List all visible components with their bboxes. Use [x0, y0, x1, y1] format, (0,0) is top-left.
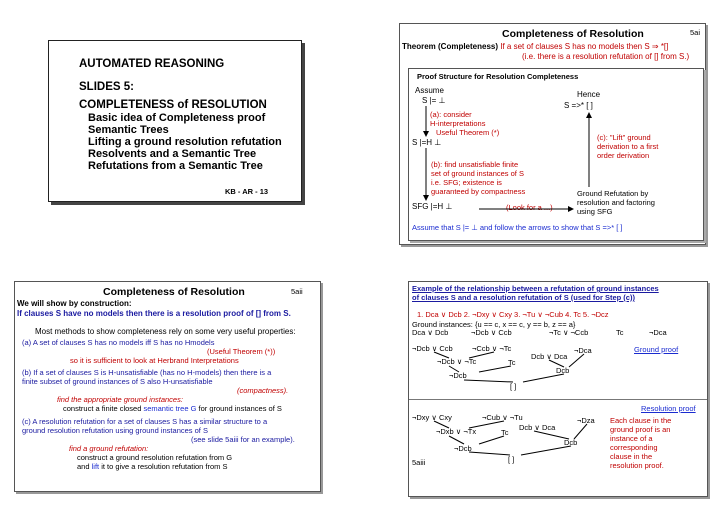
proof-box-title: Proof Structure for Resolution Completeness [417, 72, 579, 81]
hence-label: Hence [577, 90, 601, 99]
ground-ref-2: resolution and factoring [577, 198, 655, 207]
topic-5: Refutations from a Semantic Tree [88, 160, 263, 172]
prop-c-1: (c) A resolution refutation for a set of clauses S has a similar structure to a [22, 417, 268, 426]
slide-number: 5aii [291, 287, 303, 296]
claim-line: If clauses S have no models then there is a resolution proof of [] from S. [17, 309, 291, 318]
note-a-3: Useful Theorem (*) [436, 128, 500, 137]
topic-3: Lifting a ground resolution refutation [88, 136, 282, 148]
s-models-bottom: S |= ⊥ [422, 96, 446, 105]
ground-row-5: ¬Dca [649, 328, 667, 337]
prop-a-2: (Useful Theorem (*)) [207, 347, 276, 356]
title-line-1: AUTOMATED REASONING [79, 58, 225, 70]
note-c-2: derivation to a first [597, 142, 659, 151]
proof-arrows [409, 69, 705, 242]
title-slide [48, 40, 302, 202]
ground-row-3: ¬Tc ∨ ¬Ccb [549, 328, 589, 337]
ground-proof-label: Ground proof [634, 345, 679, 354]
lift-text-pre: and [77, 462, 92, 471]
construction-line: We will show by construction: [17, 299, 132, 308]
note-a-2: H-interpretations [430, 119, 486, 128]
sfg-models-bottom: SFG |=H ⊥ [412, 202, 453, 211]
note-b-3: i.e. SFG; existence is [431, 178, 502, 187]
slide-5ai [399, 23, 706, 245]
prop-b-1: (b) If a set of clauses S is H-unsatisfiable (has no H-models) then there is a [22, 368, 272, 377]
slide-5aiii [408, 281, 708, 497]
assume-label: Assume [415, 86, 444, 95]
theorem-text: If a set of clauses S has no models then S ⇒ *[] [498, 42, 669, 51]
gp-node-3: ¬Dca [574, 346, 592, 355]
rp-node-9: [ ] [508, 455, 515, 464]
rp-node-3: ¬Dza [577, 416, 595, 425]
slide-5aii [14, 281, 321, 492]
ground-ref-3: using SFG [577, 207, 613, 216]
lift-term: lift [91, 462, 100, 471]
slide-title: Completeness of Resolution [502, 28, 644, 40]
prop-c-construct: construct a ground resolution refutation from G [77, 453, 233, 462]
ground-ref-1: Ground Refutation by [577, 189, 649, 198]
ground-row-2: ¬Dcb ∨ Ccb [471, 328, 512, 337]
prop-b-2: finite subset of ground instances of S also H-unsatisfiable [22, 377, 213, 386]
gp-node-1: ¬Dcb ∨ Ccb [412, 344, 453, 353]
proof-structure-box [408, 68, 704, 241]
example-heading-1: Example of the relationship between a refutation of ground instances [412, 284, 659, 293]
topic-1: Basic idea of Completeness proof [88, 112, 266, 124]
rp-node-6: Tc [501, 428, 509, 437]
example-heading-2: of clauses S and a resolution refutation of S (used for Step (c)) [412, 293, 635, 302]
gp-node-4: Dcb ∨ Dca [531, 352, 568, 361]
prop-c-2: ground resolution refutation using ground instances of S [22, 426, 208, 435]
slide-number: 5aiii [412, 458, 426, 467]
rp-node-4: Dcb ∨ Dca [519, 423, 556, 432]
prop-b-construct [63, 404, 282, 413]
title-line-2: SLIDES 5: [79, 81, 134, 93]
gp-node-8: ¬Dcb [449, 371, 467, 380]
note-b-1: (b): find unsatisfiable finite [431, 160, 519, 169]
note-a-1: (a): consider [430, 110, 472, 119]
title-line-3: COMPLETENESS of RESOLUTION [79, 99, 267, 111]
side-note-3: instance of a [610, 434, 653, 443]
side-note-5: clause in the [610, 452, 653, 461]
resolution-proof-label: Resolution proof [641, 404, 696, 413]
side-note-2: ground proof is an [610, 425, 671, 434]
slide-number: 5ai [690, 28, 701, 37]
theorem-subtext: (i.e. there is a resolution refutation of [] from S.) [522, 52, 690, 61]
bottom-note: Assume that S |= ⊥ and follow the arrows to show that S =>* [ ] [412, 223, 623, 232]
side-note-1: Each clause in the [610, 416, 672, 425]
note-b-2: set of ground instances of S [431, 169, 524, 178]
theorem-statement [402, 42, 668, 51]
side-note-6: resolution proof. [610, 461, 664, 470]
theorem-label: Theorem (Completeness) [402, 42, 499, 51]
construct-text-pre: construct a finite closed [63, 404, 144, 413]
prop-b-3: (compactness). [237, 386, 289, 395]
prop-c-find: find a ground refutation: [69, 444, 149, 453]
gp-node-5: ¬Dcb ∨ ¬Tc [437, 357, 477, 366]
prop-a-3: so it is sufficient to look at Herbrand Interpretations [70, 356, 239, 365]
ground-row-4: Tc [616, 328, 624, 337]
note-b-4: guaranteed by compactness [431, 187, 526, 196]
prop-a-1: (a) A set of clauses S has no models iff S has no Hmodels [22, 338, 215, 347]
note-c-3: order derivation [597, 151, 650, 160]
gp-node-6: Tc [508, 358, 516, 367]
gp-node-9: [ ] [510, 382, 517, 391]
look-for-note: (Look for a ...) [506, 203, 553, 212]
methods-line: Most methods to show completeness rely on some very useful properties: [35, 327, 296, 336]
note-c-1: (c): "Lift" ground [597, 133, 651, 142]
topic-4: Resolvents and a Semantic Tree [88, 148, 257, 160]
s-h-models-bottom: S |=H ⊥ [412, 138, 442, 147]
rp-node-8: ¬Dcb [454, 444, 472, 453]
side-note-4: corresponding [610, 443, 658, 452]
topic-2: Semantic Trees [88, 124, 169, 136]
proof-tree-lines [409, 282, 709, 498]
clause-list: 1. Dca ∨ Dcb 2. ¬Dxy ∨ Cxy 3. ¬Tu ∨ ¬Cub 4. Tc 5. ¬Dcz [417, 310, 609, 319]
gp-node-2: ¬Ccb ∨ ¬Tc [472, 344, 512, 353]
construct-text-post: for ground instances of S [196, 404, 282, 413]
rp-node-7: Dcb [564, 438, 578, 447]
slide-title: Completeness of Resolution [103, 286, 245, 298]
prop-c-lift [77, 462, 228, 471]
s-derives-empty: S =>* [ ] [564, 101, 593, 110]
ground-instances: Ground instances: {u == c, x == c, y == b, z == a} [412, 320, 576, 329]
rp-node-2: ¬Cub ∨ ¬Tu [482, 413, 523, 422]
gp-node-7: Dcb [556, 366, 570, 375]
lift-text-post: it to give a resolution refutation from S [99, 462, 228, 471]
prop-b-find: find the appropriate ground instances: [57, 395, 183, 404]
rp-node-5: ¬Dxb ∨ ¬Tx [436, 427, 477, 436]
ground-row-1: Dca ∨ Dcb [412, 328, 449, 337]
slide-footer: KB - AR - 13 [225, 187, 269, 196]
prop-c-3: (see slide 5aiii for an example). [191, 435, 295, 444]
semantic-tree-term: semantic tree G [143, 404, 197, 413]
rp-node-1: ¬Dxy ∨ Cxy [412, 413, 452, 422]
